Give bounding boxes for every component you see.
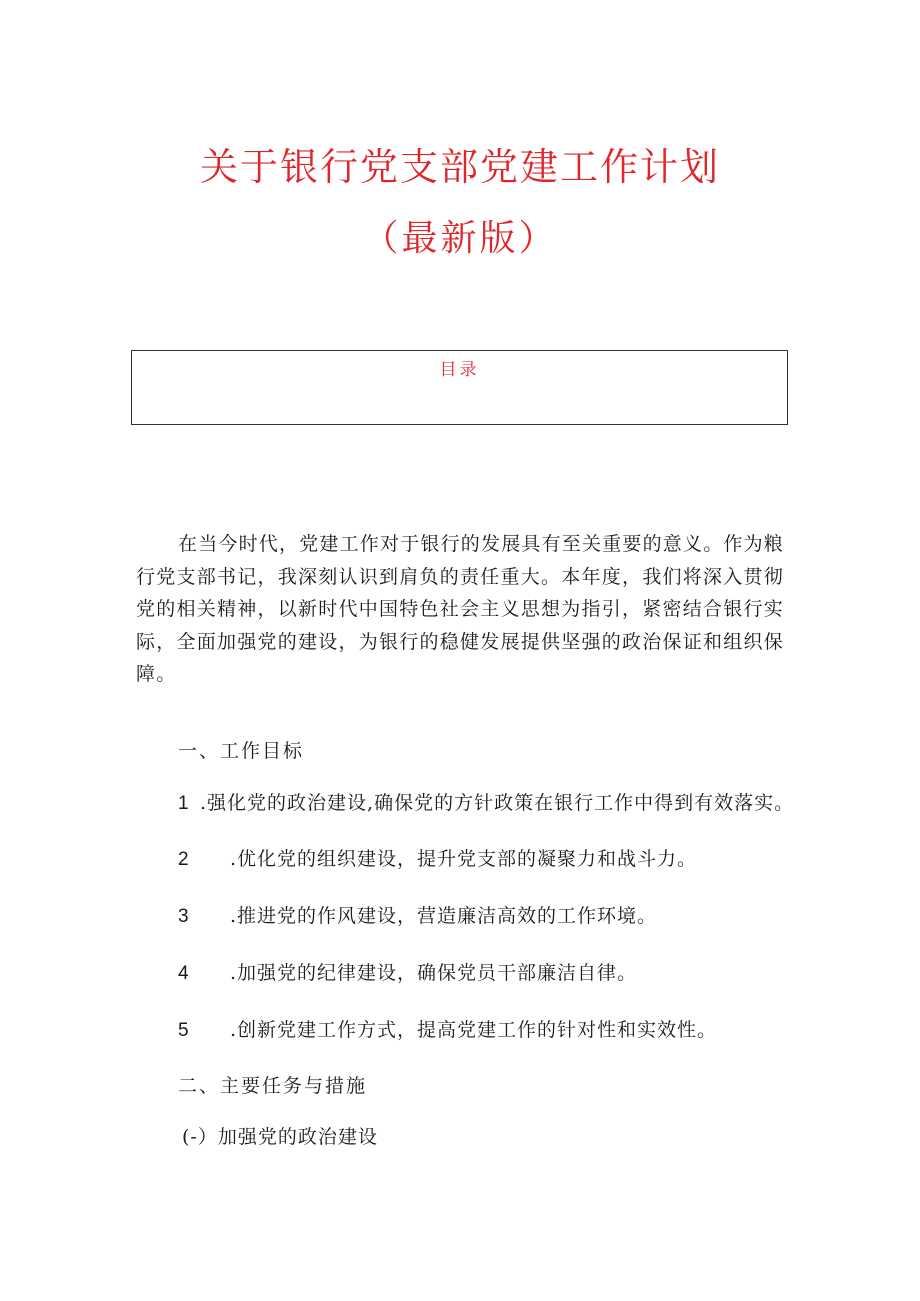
section-heading-goals: 一、工作目标 bbox=[178, 740, 305, 762]
section-heading-tasks: 二、主要任务与措施 bbox=[178, 1075, 368, 1097]
goal-item-number: 1 bbox=[178, 793, 190, 814]
goal-item-text: .加强党的纪律建设，确保党员干部廉洁自律。 bbox=[230, 962, 638, 984]
goal-item bbox=[178, 1015, 717, 1042]
document-title: 关于银行党支部党建工作计划 bbox=[199, 145, 720, 189]
goal-item-text: .强化党的政治建设,确保党的方针政策在银行工作中得到有效落实。 bbox=[200, 792, 795, 814]
goal-item-number: 5 bbox=[178, 1020, 190, 1041]
goal-item-number: 3 bbox=[178, 906, 190, 927]
goal-item-text: .优化党的组织建设，提升党支部的凝聚力和战斗力。 bbox=[230, 848, 698, 870]
goal-item-text: .推进党的作风建设，营造廉洁高效的工作环境。 bbox=[230, 905, 658, 927]
sub-heading-political: (-）加强党的政治建设 bbox=[182, 1126, 378, 1148]
document-subtitle: （最新版） bbox=[362, 218, 558, 259]
toc-label: 目录 bbox=[439, 360, 480, 380]
goal-item bbox=[178, 958, 637, 985]
goal-item bbox=[178, 844, 697, 871]
goal-item-text: .创新党建工作方式，提高党建工作的针对性和实效性。 bbox=[230, 1019, 718, 1041]
goal-item-number: 2 bbox=[178, 849, 190, 870]
intro-paragraph: 在当今时代，党建工作对于银行的发展具有至关重要的意义。作为粮行党支部书记，我深刻认识到肩负的责任重大。本年度，我们将深入贯彻党的相关精神，以新时代中国特色社会主义思想为指引，紧密结合银行实际，全面加强党的建设，为银行的稳健发展提供坚强的政治保证和组织保障。 bbox=[136, 533, 785, 685]
goal-item bbox=[178, 901, 657, 928]
table-of-contents-box bbox=[131, 350, 788, 425]
goal-item bbox=[178, 788, 794, 815]
goal-item-number: 4 bbox=[178, 963, 190, 984]
